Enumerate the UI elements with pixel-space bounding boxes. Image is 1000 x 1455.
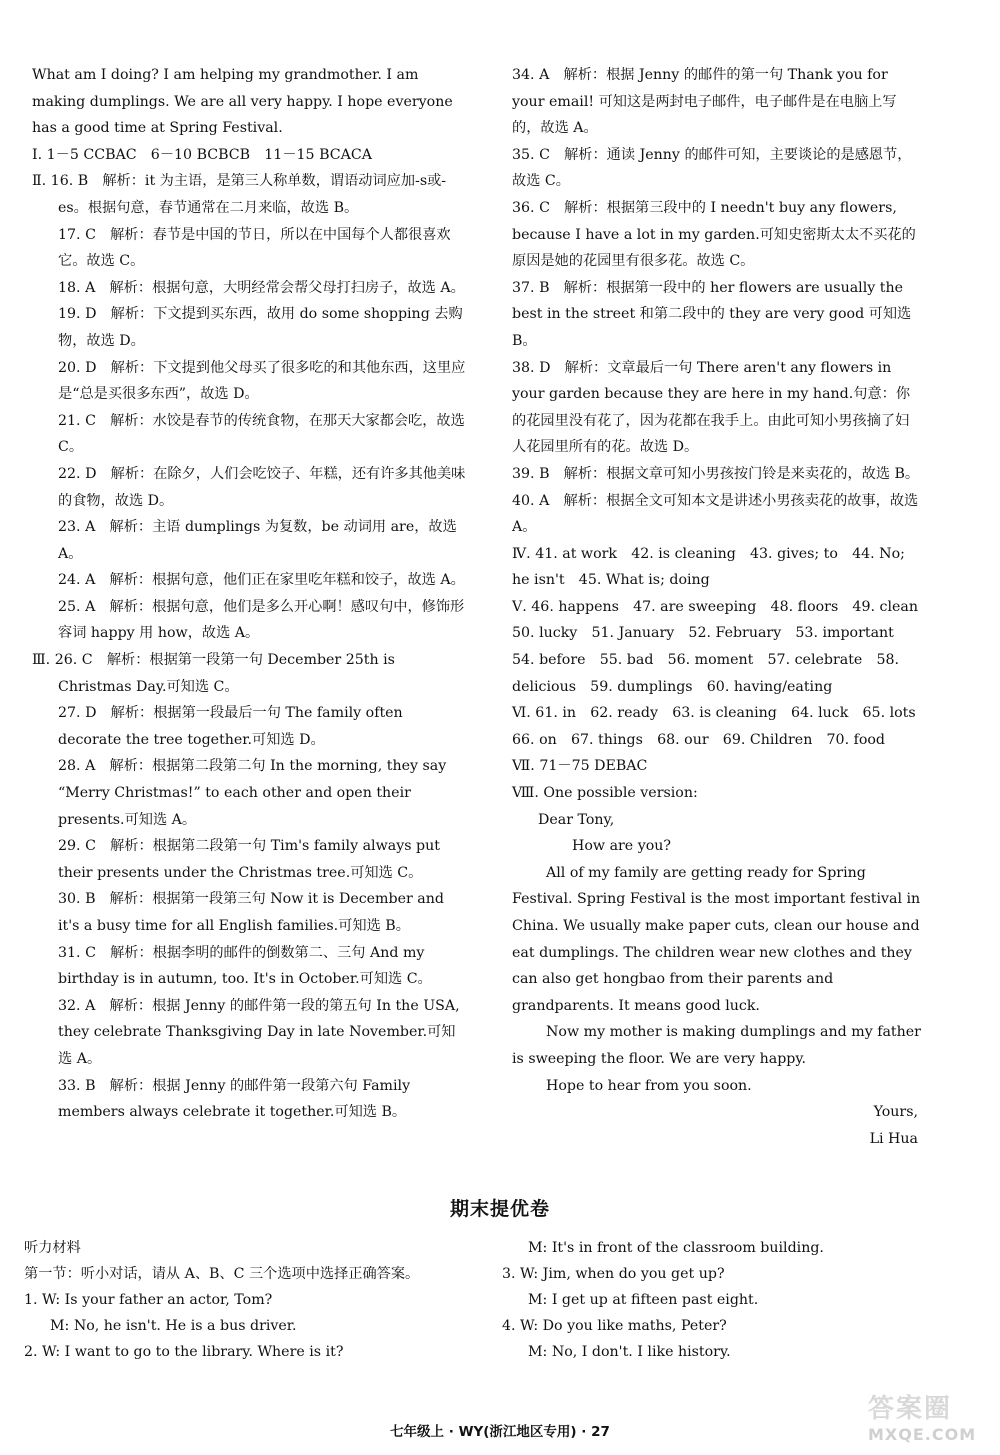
letter-paragraph-3: Hope to hear from you soon. bbox=[546, 1077, 752, 1094]
listening-heading: 听力材料 bbox=[24, 1240, 81, 1256]
answer-17: 17. C 解析：春节是中国的节日，所以在中国每个人都很喜欢它。故选 C。 bbox=[58, 226, 451, 270]
letter-greeting: Dear Tony, bbox=[538, 811, 615, 828]
dialogue-line: M: No, he isn't. He is a bus driver. bbox=[50, 1318, 297, 1334]
answer-27: 27. D 解析：根据第一段最后一句 The family often decorate the tree together.可知选 D。 bbox=[58, 705, 403, 748]
answer-32: 32. A 解析：根据 Jenny 的邮件第一段的第五句 In the USA, they celebrate Thanksgiving Day in late November.可知选 A。 bbox=[58, 997, 460, 1067]
answer-35: 35. C 解析：通读 Jenny 的邮件可知，主要谈论的是感恩节，故选 C。 bbox=[512, 146, 912, 190]
letter-paragraph-1: All of my family are getting ready for Spring Festival. Spring Festival is the most important festival in China. We usually make paper cuts, clean our house and eat dumplings. The children wear new clothes and they can also get hongbao from their parents and grandparents. It means good luck. bbox=[512, 864, 921, 1014]
dialogue-line: M: I get up at fifteen past eight. bbox=[528, 1292, 759, 1308]
answer-40: 40. A 解析：根据全文可知本文是讲述小男孩卖花的故事，故选 A。 bbox=[512, 492, 919, 536]
answer-34: 34. A 解析：根据 Jenny 的邮件的第一句 Thank you for your email! 可知这是两封电子邮件，电子邮件是在电脑上写的，故选 A。 bbox=[512, 67, 897, 137]
section-4-answers: Ⅳ. 41. at work 42. is cleaning 43. gives; to 44. No; he isn't 45. What is; doing bbox=[512, 545, 905, 589]
left-column bbox=[32, 62, 468, 1126]
section-6-answers: Ⅵ. 61. in 62. ready 63. is cleaning 64. luck 65. lots 66. on 67. things 68. our 69. Children 70. food bbox=[512, 705, 930, 748]
dialogue-line: M: It's in front of the classroom building. bbox=[528, 1240, 824, 1256]
answer-30: 30. B 解析：根据第一段第三句 Now it is December and it's a busy time for all English families.可知选 B。 bbox=[58, 891, 444, 934]
section-8-heading: Ⅷ. One possible version: bbox=[512, 785, 698, 802]
watermark-logo bbox=[868, 1388, 986, 1444]
watermark-url: MXQE.COM bbox=[868, 1425, 977, 1444]
watermark-logo-text: 答案圈 bbox=[868, 1394, 953, 1424]
letter-closing: Yours, bbox=[873, 1104, 918, 1121]
dialogue-line: 3. W: Jim, when do you get up? bbox=[502, 1266, 725, 1282]
answer-36: 36. C 解析：根据第三段中的 I needn't buy any flowers, because I have a lot in my garden.可知史密斯太太不买花的原因是她的花园里有很多花。故选 C。 bbox=[512, 199, 916, 270]
letter-signature: Li Hua bbox=[869, 1130, 918, 1147]
dialogue-line: 1. W: Is your father an actor, Tom? bbox=[24, 1292, 273, 1308]
answer-28: 28. A 解析：根据第二段第二句 In the morning, they say “Merry Christmas!” to each other and open their presents.可知选 A。 bbox=[58, 758, 447, 828]
answer-39: 39. B 解析：根据文章可知小男孩按门铃是来卖花的，故选 B。 bbox=[512, 465, 920, 482]
section-5-answers: Ⅴ. 46. happens 47. are sweeping 48. floors 49. clean 50. lucky 51. January 52. February 53. important 54. before 55. bad 56. moment 57. celebrate 58. delicious 59. dumplings 60. having/eating bbox=[512, 598, 933, 695]
letter-ending-text: What am I doing? I am helping my grandmother. I am making dumplings. We are all very happy. I hope everyone has a good time at Spring Festival. bbox=[32, 67, 453, 137]
section-title: 期末提优卷 bbox=[449, 1198, 550, 1220]
dialogue-line: 2. W: I want to go to the library. Where is it? bbox=[24, 1344, 344, 1360]
listening-instruction: 第一节：听小对话，请从 A、B、C 三个选项中选择正确答案。 bbox=[24, 1266, 420, 1282]
answer-26: Ⅲ. 26. C 解析：根据第一段第一句 December 25th is Christmas Day.可知选 C。 bbox=[32, 652, 395, 695]
answer-20: 20. D 解析：下文提到他父母买了很多吃的和其他东西，这里应是“总是买很多东西”，故选 D。 bbox=[58, 359, 466, 403]
answer-25: 25. A 解析：根据句意，他们是多么开心啊！感叹句中，修饰形容词 happy 用 how，故选 A。 bbox=[58, 598, 465, 642]
answer-23: 23. A 解析：主语 dumplings 为复数，be 动词用 are，故选 A。 bbox=[58, 519, 457, 562]
section-7-answers: Ⅶ. 71－75 DEBAC bbox=[512, 758, 648, 775]
answer-19: 19. D 解析：下文提到买东西，故用 do some shopping 去购物，故选 D。 bbox=[58, 306, 463, 349]
answer-16: Ⅱ. 16. B 解析：it 为主语，是第三人称单数，谓语动词应加-s或-es。根据句意，春节通常在二月来临，故选 B。 bbox=[32, 173, 447, 216]
listening-left bbox=[24, 1235, 474, 1365]
answer-18: 18. A 解析：根据句意，大明经常会帮父母打扫房子，故选 A。 bbox=[58, 279, 465, 296]
answer-24: 24. A 解析：根据句意，他们正在家里吃年糕和饺子，故选 A。 bbox=[58, 572, 465, 589]
right-column bbox=[512, 62, 933, 1152]
answer-22: 22. D 解析：在除夕，人们会吃饺子、年糕，还有许多其他美味的食物，故选 D。 bbox=[58, 465, 466, 509]
section-1-answers: Ⅰ. 1－5 CCBAC 6－10 BCBCB 11－15 BCACA bbox=[32, 146, 372, 163]
dialogue-line: 4. W: Do you like maths, Peter? bbox=[502, 1318, 727, 1334]
answer-31: 31. C 解析：根据李明的邮件的倒数第二、三句 And my birthday is in autumn, too. It's in October.可知选 C。 bbox=[58, 944, 432, 988]
answer-33: 33. B 解析：根据 Jenny 的邮件第一段第六句 Family members always celebrate it together.可知选 B。 bbox=[58, 1077, 411, 1121]
answer-37: 37. B 解析：根据第一段中的 her flowers are usually the best in the street 和第二段中的 they are very good 可知选 B。 bbox=[512, 279, 912, 349]
letter-line-1: How are you? bbox=[572, 838, 672, 855]
answer-38: 38. D 解析：文章最后一句 There aren't any flowers in your garden because they are here in my hand.句意：你的花园里没有花了，因为花都在我手上。由此可知小男孩摘了妇人花园里所有的花。故选 D。 bbox=[512, 359, 911, 456]
answer-29: 29. C 解析：根据第二段第一句 Tim's family always put their presents under the Christmas tree.可知选 C。 bbox=[58, 838, 440, 881]
dialogue-line: M: No, I don't. I like history. bbox=[528, 1344, 731, 1360]
letter-paragraph-2: Now my mother is making dumplings and my father is sweeping the floor. We are very happy. bbox=[512, 1024, 921, 1067]
answer-21: 21. C 解析：水饺是春节的传统食物，在那天大家都会吃，故选 C。 bbox=[58, 412, 465, 456]
page-footer: 七年级上 · WY(浙江地区专用) · 27 bbox=[390, 1424, 610, 1440]
listening-right bbox=[502, 1235, 922, 1365]
